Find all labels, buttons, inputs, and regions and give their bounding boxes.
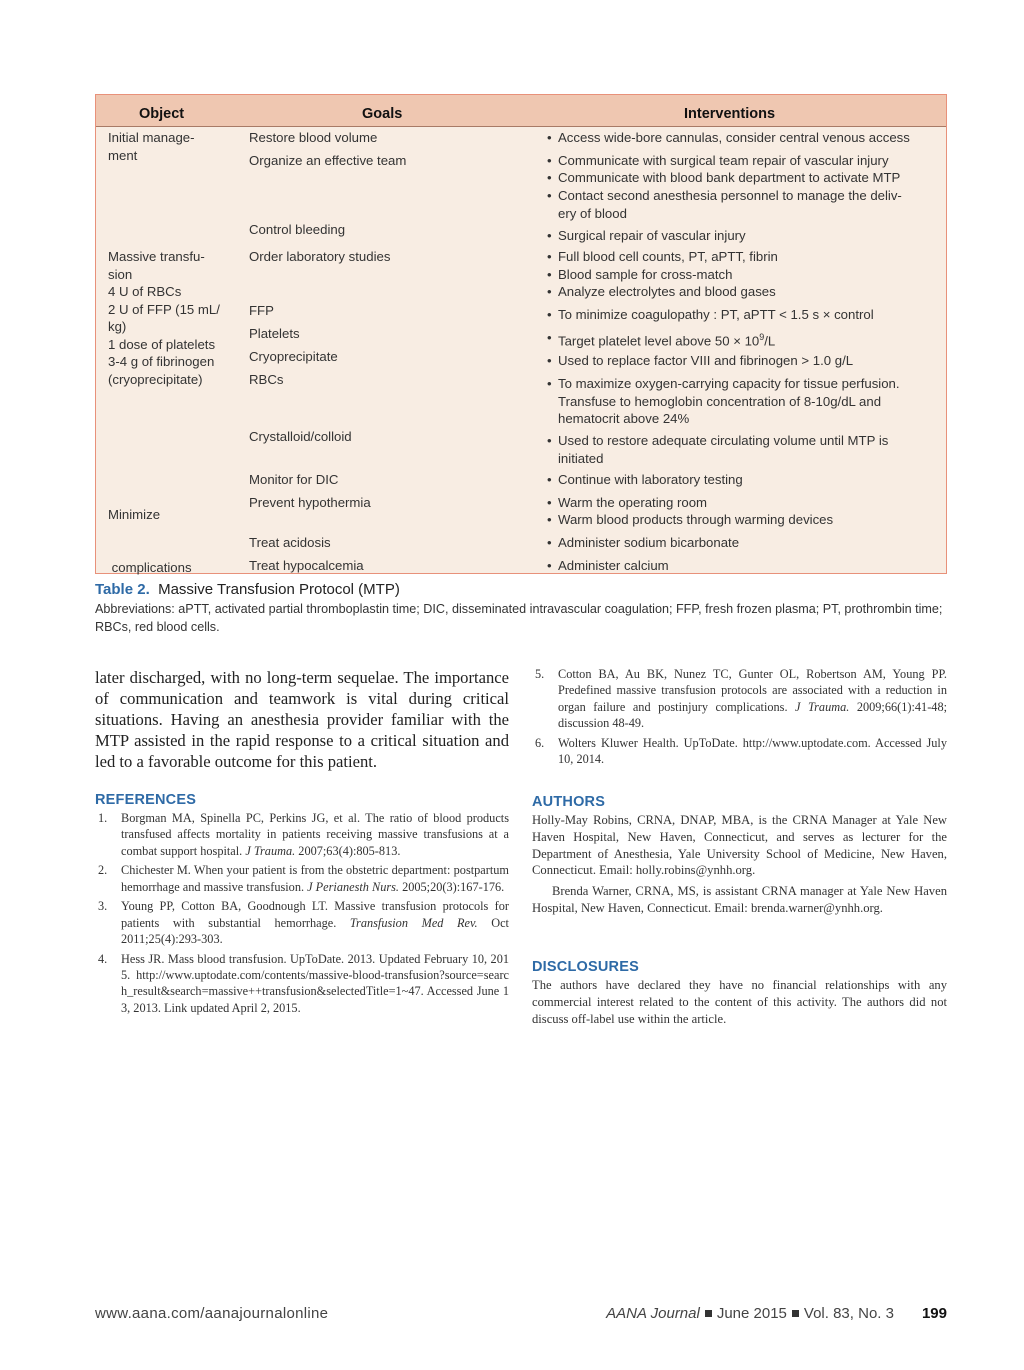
intervention-comm-surgical: • Communicate with surgical team repair of vascular injury [558, 152, 889, 170]
separator-square-icon [792, 1310, 799, 1317]
reference-number: 4. [98, 951, 108, 966]
reference-text-end: 2005;20(3):167-176. [399, 879, 505, 894]
reference-number: 6. [535, 735, 545, 750]
reference-text-end: 2007;63(4):805-813. [295, 843, 401, 858]
object-line: Minimize [108, 507, 161, 522]
header-goals: Goals [362, 106, 403, 122]
disclosures-text: The authors have declared they have no financial relationships with any commercial interest related to the content of this activity. The authors did not discuss off-label use within the article. [532, 978, 947, 1026]
reference-journal: J Trauma. [795, 699, 850, 714]
reference-journal: J Perianesth Nurs. [307, 879, 400, 894]
object-massive [108, 248, 220, 388]
goal-restore: Restore blood volume [249, 130, 378, 145]
reference-item [532, 666, 947, 731]
reference-text: Chichester M. When your patient is from the obstetric department: postpartum hemorrhage and massive transfusion. [121, 863, 509, 894]
reference-number: 2. [98, 863, 108, 878]
goal-crystalloid: Crystalloid/colloid [249, 429, 352, 444]
goal-hypocalcemia: Treat hypocalcemia [249, 558, 364, 573]
goal-lab: Order laboratory studies [249, 249, 391, 264]
intervention-line: • To maximize oxygen-carrying capacity for tissue perfusion. [558, 376, 900, 391]
goal-team: Organize an effective team [249, 153, 407, 168]
footer-volume: Vol. 83, No. 3 [803, 1305, 894, 1322]
reference-text: Cotton BA, Au BK, Nunez TC, Gunter OL, Robertson AM, Young PP. Predefined massive transfusion protocols are associated with a reduction in organ failure and postinjury complications. [558, 667, 947, 714]
intervention-oxygen [558, 375, 900, 428]
object-line: complications [108, 559, 192, 575]
reference-journal: Transfusion Med Rev. [349, 915, 478, 930]
intervention-blood-sample: • Blood sample for cross-match [558, 266, 732, 284]
intervention-platelet [558, 329, 775, 350]
reference-item [95, 898, 509, 947]
object-line: kg) [108, 319, 127, 334]
goal-hypothermia: Prevent hypothermia [249, 495, 371, 510]
reference-text: Young PP, Cotton BA, Goodnough LT. Massive transfusion protocols for patients with substantial hemorrhage. [121, 899, 509, 930]
intervention-line: hematocrit above 24% [558, 411, 690, 426]
reference-text: Borgman MA, Spinella PC, Perkins JG, et al. The ratio of blood products transfused affects mortality in patients receiving massive transfusions at a combat support hospital. [121, 811, 509, 858]
intervention-calcium: • Administer calcium [558, 557, 669, 575]
intervention-line: initiated [558, 450, 604, 466]
reference-number: 1. [98, 811, 108, 825]
caption-title: Massive Transfusion Protocol (MTP) [158, 581, 400, 598]
footer-journal: AANA Journal [606, 1305, 700, 1322]
caption-abbreviations: Abbreviations: aPTT, activated partial thromboplastin time; DIC, disseminated intravascular coagulation; FFP, fresh frozen plasma; PT, prothrombin time; RBCs, red blood cells. [95, 602, 943, 634]
reference-text: Hess JR. Mass blood transfusion. UpToDate. 2013. Updated February 10, 2015. http://www.uptodate.com/contents/massive-blood-transfusion?source=search_result&search=massive++transfusion&selectedTitle=1~47. Accessed June 13, 2013. Link updated April 2, 2015. [121, 951, 509, 1015]
reference-item [532, 735, 947, 768]
platelet-unit: /L [764, 333, 776, 349]
table-caption [95, 581, 400, 598]
object-line: 4 U of RBCs [108, 284, 182, 299]
reference-item [95, 862, 509, 895]
footer-date: June 2015 [716, 1305, 787, 1322]
object-line: Initial manage- [108, 130, 195, 145]
reference-text: Wolters Kluwer Health. UpToDate. http://www.uptodate.com. Accessed July 10, 2014. [558, 735, 947, 766]
object-line: ment [108, 147, 138, 163]
intervention-line: • Contact second anesthesia personnel to manage the deliv- [558, 188, 902, 203]
caption-number: Table 2. [95, 581, 150, 598]
separator-square-icon [705, 1310, 712, 1317]
reference-item [95, 810, 509, 859]
references-heading: REFERENCES [95, 792, 197, 808]
object-line: sion [108, 266, 133, 282]
reference-text-end: 2009;66(1):41-48; discussion 48-49. [558, 699, 948, 730]
intervention-analyze: • Analyze electrolytes and blood gases [558, 283, 776, 301]
intervention-access: • Access wide-bore cannulas, consider central venous access [558, 129, 910, 147]
platelet-exponent: 9 [759, 332, 765, 342]
author-bio-warner: Brenda Warner, CRNA, MS, is assistant CRNA manager at Yale New Haven Hospital, New Haven, Connecticut. Email: brenda.warner@ynhh.org. [532, 884, 947, 915]
table-header-row [96, 95, 946, 127]
reference-text-end: Oct 2011;25(4):293-303. [121, 915, 509, 947]
disclosures-heading: DISCLOSURES [532, 959, 639, 975]
header-object: Object [139, 106, 185, 122]
goal-ffp: FFP [249, 303, 274, 318]
author-bio-robins: Holly-May Robins, CRNA, DNAP, MBA, is the CRNA Manager at Yale New Haven Hospital, New Haven, Connecticut, and serves as lecturer for the Department of Anesthesia, Yale University School of Medicine, New Haven, Connecticut. Email: holly.robins@ynhh.org. [532, 813, 947, 878]
intervention-restore-volume [558, 432, 888, 467]
intervention-comm-bank: • Communicate with blood bank department to activate MTP [558, 169, 900, 187]
authors-heading: AUTHORS [532, 794, 606, 810]
footer-citation [606, 1305, 947, 1322]
goal-platelets: Platelets [249, 326, 300, 341]
object-initial [108, 129, 195, 164]
footer-url: www.aana.com/aanajournalonline [95, 1305, 329, 1322]
intervention-lab-testing: • Continue with laboratory testing [558, 471, 743, 489]
platelet-text: Target platelet level above 50 × 10 [558, 333, 760, 349]
intervention-line: ery of blood [558, 205, 627, 221]
object-line: 1 dose of platelets [108, 336, 216, 352]
goal-rbcs: RBCs [249, 372, 284, 387]
intervention-minimize-coag: • To minimize coagulopathy : PT, aPTT < 1.5 s × control [558, 306, 874, 324]
object-line: 2 U of FFP (15 mL/ [108, 301, 220, 317]
page-number: 199 [921, 1305, 947, 1322]
goal-dic: Monitor for DIC [249, 472, 339, 487]
intervention-surgical-repair: • Surgical repair of vascular injury [558, 227, 746, 245]
intervention-factor: • Used to replace factor VIII and fibrinogen > 1.0 g/L [558, 352, 853, 370]
reference-number: 3. [98, 899, 108, 914]
intervention-line: • Used to restore adequate circulating volume until MTP is [558, 433, 889, 448]
reference-number: 5. [535, 667, 545, 681]
reference-journal: J Trauma. [245, 843, 296, 858]
reference-item [95, 951, 509, 1016]
references-list-left [95, 810, 509, 1020]
object-line: 3-4 g of fibrinogen [108, 354, 215, 369]
mtp-table [95, 94, 947, 574]
intervention-warm-room: • Warm the operating room [558, 494, 707, 512]
goal-acidosis: Treat acidosis [249, 535, 331, 550]
references-list-right [532, 666, 947, 771]
header-interventions: Interventions [684, 106, 776, 122]
intervention-line: Transfuse to hemoglobin concentration of 8-10g/dL and [558, 393, 882, 409]
goal-cryo: Cryoprecipitate [249, 349, 338, 364]
goal-bleeding: Control bleeding [249, 222, 346, 237]
object-line: Massive transfu- [108, 249, 205, 264]
intervention-bicarb: • Administer sodium bicarbonate [558, 534, 739, 552]
intervention-contact [558, 187, 902, 222]
object-line: (cryoprecipitate) [108, 371, 203, 387]
intervention-full-count: • Full blood cell counts, PT, aPTT, fibrin [558, 248, 778, 266]
body-paragraph: later discharged, with no long-term sequelae. The importance of communication and teamwork is vital during critical situations. Having an anesthesia provider familiar with the MTP assisted in the rapid response to a critical situation and led to a favorable outcome for this patient. [95, 668, 509, 771]
intervention-warm-blood: • Warm blood products through warming devices [558, 511, 833, 529]
